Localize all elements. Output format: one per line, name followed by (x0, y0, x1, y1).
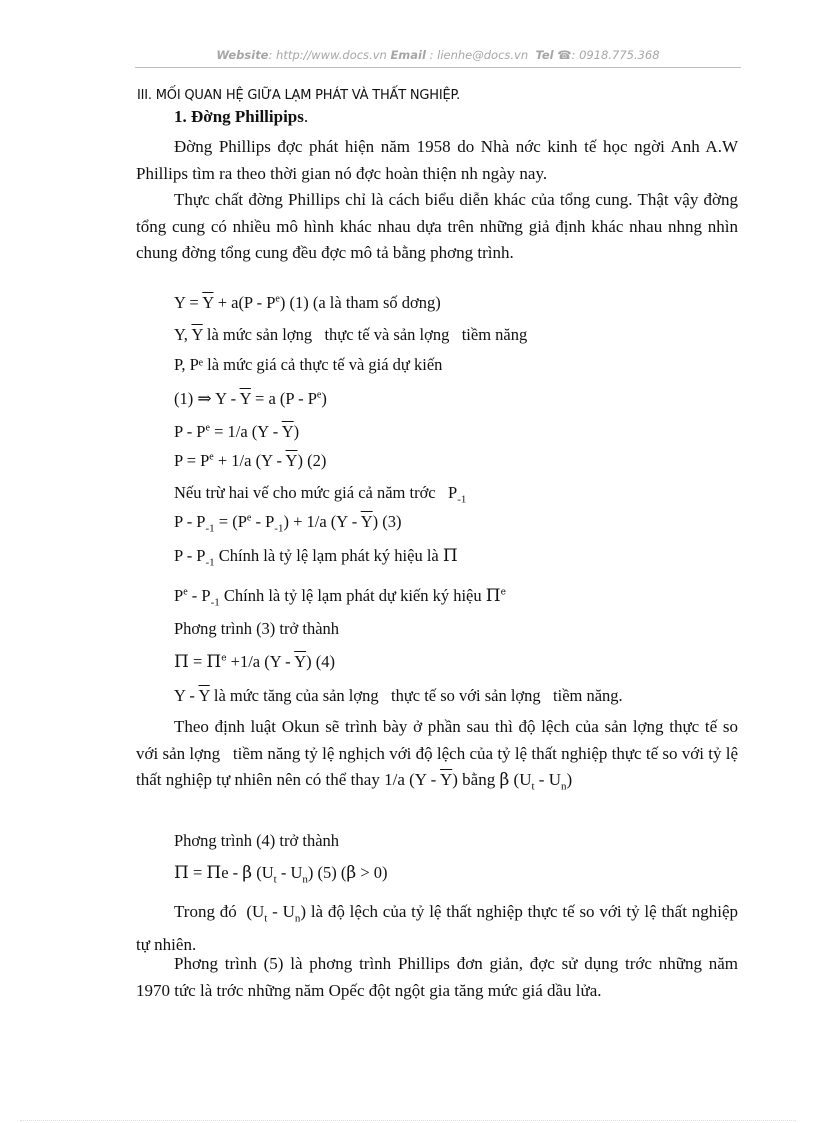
email-address[interactable]: : lienhe@docs.vn (425, 48, 529, 62)
line-equation-3-becomes: Phơng trình (3) trở thành (174, 619, 340, 638)
paragraph-deviation: Trong đó $(U_t - U_n)$ là độ lệch của tỷ lệ thất nghiệp thực tế so với tỷ lệ thất nghiệp tự nhiên. (136, 902, 738, 954)
paragraph-aggregate-supply: Thực chất đờng Phillips chỉ là cách biểu diễn khác của tổng cung. Thật vậy đờng tổng cung có nhiều mô hình khác nhau dựa trên những giả định khác nhau nhng nhìn chung đờng tổng cung đều đợc mô tả bằng phơng trình. (136, 190, 738, 262)
line-inflation-rate: P - $P_{-1}$ Chính là tỷ lệ lạm phát ký hiệu là Π (174, 546, 458, 569)
equation-1b: (1) ⇒ $Y - \overline{Y} = a$ $(P - P^e)$ (174, 389, 327, 409)
line-expected-inflation: $P^e - P_{-1}$ Chính là tỷ lệ lạm phát dự kiến ký hiệu $\Pi^e$ (174, 586, 506, 609)
paragraph-phillips-simple: Phơng trình (5) là phơng trình Phillips đơn giản, đợc sử dụng trớc những năm 1970 tức là trớc những năm Opếc đột ngột gia tăng mức giá dầu lửa. (136, 954, 738, 1000)
subsection-title: 1. Đờng Phillipips. (174, 107, 309, 126)
website-label: Website (216, 48, 269, 62)
equation-1: $Y = \overline{Y} + a(P - P^e)$ (1) (a là tham số dơng) (174, 293, 441, 312)
section-title: III. MỐI QUAN HỆ GIỮA LẠM PHÁT VÀ THẤT NGHIỆP. (137, 88, 461, 103)
equation-1c: $P - P^e = 1/a$ $(Y - \overline{Y})$ (174, 422, 300, 441)
phone-icon: ☎ (557, 48, 572, 62)
site-header (135, 48, 741, 68)
header-divider (135, 67, 741, 68)
line-subtract: Nếu trừ hai vế cho mức giá cả năm trớc $P_{-1}$ (174, 483, 467, 506)
footer-divider (20, 1120, 796, 1121)
equation-4: $\Pi = \Pi^e +1/a$ $(Y - \overline{Y})$ (4) (174, 652, 335, 672)
equation-3: $P - P_{-1} = (P^e - P_{-1}) + 1/a$ $(Y - \overline{Y})$ (3) (174, 512, 402, 535)
tel-label: Tel (535, 48, 554, 62)
email-label: Email (390, 48, 426, 62)
equation-2: $P = P^e + 1/a$ $(Y - \overline{Y})$ (2) (174, 451, 327, 470)
line-equation-4-becomes: Phơng trình (4) trở thành (174, 831, 340, 850)
line-output-gap: Y - $\overline{Y}$ là mức tăng của sản lợng thực tế so với sản lợng tiềm năng. (174, 686, 623, 705)
line-p-definition: P, Pᵉ là mức giá cả thực tế và giá dự kiến (174, 355, 443, 374)
paragraph-okun: Theo định luật Okun sẽ trình bày ở phần sau thì độ lệch của sản lợng thực tế so với sản lợng tiềm năng tỷ lệ nghịch với độ lệch của tỷ lệ thất nghiệp thực tế so với tỷ lệ thất nghiệp tự nhiên nên có thể thay 1/a $(Y - \overline{Y})$ bằng β $(U_t - U_n)$ (136, 717, 738, 793)
equation-5: Π = Πe - β $(U_t - U_n)$ (5) (β > 0) (174, 863, 388, 886)
tel-number: : 0918.775.368 (571, 48, 660, 62)
website-url[interactable]: : http://www.docs.vn (268, 48, 387, 62)
paragraph-intro: Đờng Phillips đợc phát hiện năm 1958 do Nhà nớc kinh tế học ngời Anh A.W Phillips tìm ra theo thời gian nó đợc hoàn thiện nh ngày nay. (136, 137, 738, 183)
line-y-definition: Y, $\overline{Y}$ là mức sản lợng thực tế và sản lợng tiềm năng (174, 325, 528, 344)
